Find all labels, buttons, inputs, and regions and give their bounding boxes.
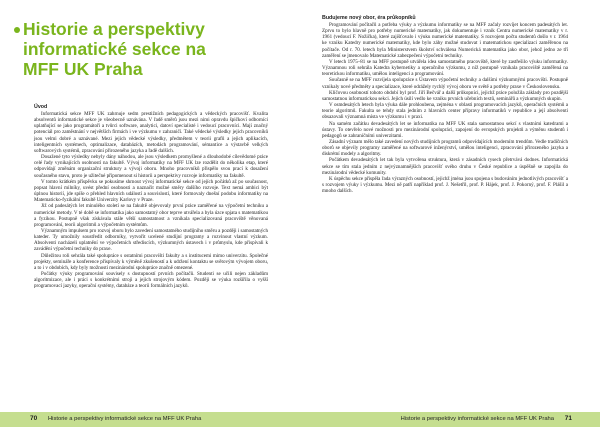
section-heading: Budujeme nový obor, éra průkopníků bbox=[322, 15, 416, 21]
paragraph: Na samém začátku devadesátých let se informatika na MFF UK stala samostatnou sekcí s vlastními katedrami a ústavy. To otevřelo nové možnosti pro mezinárodní spolupráci, zapojení do evropských projektů a výměnu studentů i pedagogů se zahraničními univerzitami. bbox=[322, 120, 568, 139]
page-title: Historie a perspektivy informatické sekce na MFF UK Praha bbox=[23, 19, 206, 79]
paragraph: Počátky výuky programování souvisely s dostupností prvních počítačů. Studenti se učili nejen základům algoritmizace, ale i práci s konkrétními stroji a jejich strojovým kódem. Později se výuka rozšířila o vyšší programovací jazyky, operační systémy, databáze a teorii formálních jazyků. bbox=[34, 271, 268, 290]
paragraph: Počátkem devadesátých let tak byla vytvořena struktura, která v zásadních rysech přetrvává dodnes. Informatická sekce se tím stala jedním z nejvýznamnějších pracovišť svého druhu v České republice a úspěšně se zapojila do mezinárodní vědecké komunity. bbox=[322, 157, 568, 176]
footer-band bbox=[0, 412, 300, 427]
right-page bbox=[300, 0, 600, 427]
running-footer: Historie a perspektivy informatické sekce na MFF UK Praha bbox=[48, 415, 202, 422]
paragraph: Současně se na MFF rozvíjela spolupráce s Ústavem výpočetní techniky a dalšími výzkumnými pracovišti. Postupně vznikaly nové předměty a specializace, které odrážely rychlý vývoj oboru ve světě a potřeby praxe v Československu. bbox=[322, 77, 568, 90]
paragraph: V letech 1975–81 se na MFF postupně utvářela idea samostatného pracoviště, které by zastřešilo výuku informatiky. Významnou roli sehrála Katedra kybernetiky a operačního výzkumu, z níž postupně vznikala pracoviště zaměřená na teoretickou informatiku, umělou inteligenci a programování. bbox=[322, 58, 568, 78]
paragraph: V osmdesátých letech byla výuka dále prohloubena, zejména v oblasti programovacích jazyků, operačních systémů a teorie algoritmů. Fakulta se tehdy stala jedním z hlavních center přípravy informatiků v republice a její absolventi obsazovali významná místa ve výzkumu i v praxi. bbox=[322, 102, 568, 121]
title-bullet-icon bbox=[14, 27, 20, 33]
paragraph: K úspěchu sekce přispěla řada výrazných osobností, jejichž jména jsou spojena s budováním jednotlivých pracovišť a s rozvojem výuky i výzkumu. Mezi ně patří například prof. J. Nešetřil, prof. P. Hájek, prof. J. Pokorný, prof. F. Plášil a mnoho dalších. bbox=[322, 175, 568, 195]
page-number: 71 bbox=[564, 415, 572, 422]
paragraph: Informatická sekce MFF UK zahrnuje sedm prestižních pedagogických a vědeckých pracovišť. Kvalita absolventů informatické sekce je všeobecně uznávána. V řadě směrů jsou mezi nimi opravdu špičkoví odborníci uplatňující se jako programátoři a tvůrci software, analytici, datoví specialisté i vedoucí pracovníci. Mají značný potenciál pro zaměstnání v největších firmách i ve výzkumu v zahraničí. Také vědecké výsledky jejich pracovníků jsou velmi dobré a uznávané. Mezi jejich vědecké výsledky, předmětem v teorii grafů a jejich aplikacích, inteligentních systémech, optimalizace, databázích, metodách programování, sémantice a výstavbě velkých softwarových systémů, zpracování přirozeného jazyka a řadě dalších. bbox=[34, 111, 268, 154]
running-footer: Historie a perspektivy informatické sekce na MFF UK Praha bbox=[400, 415, 554, 422]
paragraph: Klíčovou osobností tohoto období byl prof. Jiří Bečvář a další průkopníci, jejichž práce položila základy pro pozdější samostatnou informatickou sekci. Jejich úsilí vedlo ke vzniku prvních učebních textů, seminářů a výzkumných skupin. bbox=[322, 89, 568, 102]
paragraph: Již od padesátých let minulého století se na fakultě objevovaly první práce zaměřené na výpočetní techniku a numerické metody. V té době se informatika jako samostatný obor teprve utvářela a byla úzce spjata s matematikou a fyzikou. Postupně však získávala stále větší samostatnost a vznikala specializovaná pracoviště věnovaná programování, teorii algoritmů a výpočetním systémům. bbox=[34, 203, 268, 228]
right-column bbox=[322, 15, 568, 194]
paragraph: Zásadní význam mělo také zavedení nových studijních programů odpovídajících moderním trendům. Vedle tradičních oborů se objevily programy zaměřené na softwarové inženýrství, umělou inteligenci, zpracování přirozeného jazyka a diskrétní modely a algoritmy. bbox=[322, 138, 568, 158]
left-column bbox=[34, 104, 268, 290]
paragraph: V tomto krátkém příspěvku se pokusíme shrnout vývoj informatické sekce od jejích počátků až po současnost, popsat hlavní milníky, uvést přední osobnosti a naznačit možné směry dalšího rozvoje. Text nemá ambici být úplnou historií, jde spíše o přehled hlavních událostí a souvislostí, které formovaly dnešní podobu informatiky na Matematicko-fyzikální fakultě Univerzity Karlovy v Praze. bbox=[34, 178, 268, 204]
paragraph: Významným impulsem pro rozvoj oboru bylo zavedení samostatného studijního směru a později i samostatných kateder. Ty umožnily soustředit odborníky, vytvořit ucelené studijní programy a rozvinout vlastní výzkum. Absolventi nacházeli uplatnění ve výpočetních střediscích, výzkumných ústavech i v průmyslu, kde přispívali k zavádění výpočetní techniky do praxe. bbox=[34, 227, 268, 253]
intro-heading: Úvod bbox=[34, 104, 48, 110]
footer-band bbox=[300, 412, 600, 427]
paragraph: Programování počítačů a potřeba výuky a výzkumu informatiky se na MFF začaly rozvíjet koncem padesátých let. Zprvu to bylo hlavně pro potřeby numerické matematiky, jak dokumentuje i vznik Centra numerické matematiky v r. 1961 (vedoucí F. Nožička), které zajišťovalo i výuku numerické matematiky. S rozvojem počtu studentů došlo v r. 1964 ke vzniku Katedry numerické matematiky, kde bylo záhy možné studovat i matematickou specializaci zaměřenou na počítače. Od r. 70. letech byla Ministerstvem školství schválena Numerická matematika jako obor, jehož jedno ze tří zaměření se jmenovalo Matematické zabezpečení výpočetní techniky. bbox=[322, 22, 568, 59]
page-number: 70 bbox=[30, 415, 38, 422]
paragraph: Důležitou roli sehrála také spolupráce s ostatními pracovišti fakulty a s institucemi mimo univerzitu. Společné projekty, semináře a konference přispívaly k výměně zkušeností a k udržení kontaktu se světovým vývojem oboru, a to i v obdobích, kdy byly možnosti mezinárodní spolupráce značně omezené. bbox=[34, 252, 268, 271]
paragraph: Dosažené tyto výsledky nebyly dány náhodou, ale jsou výsledkem promyšlené a dlouhodobé cílevědomé práce celé řady vynikajících osobností na fakultě. Vývoj informatiky na MFF UK lze rozdělit do několika etap, které odpovídají změnám organizační struktury a vývoji oboru. Mnoho pracovníků přispělo svou prací k dosažení současného stavu, proto je užitečné připomenout si historii a perspektivy rozvoje informatiky na fakultě. bbox=[34, 154, 268, 179]
